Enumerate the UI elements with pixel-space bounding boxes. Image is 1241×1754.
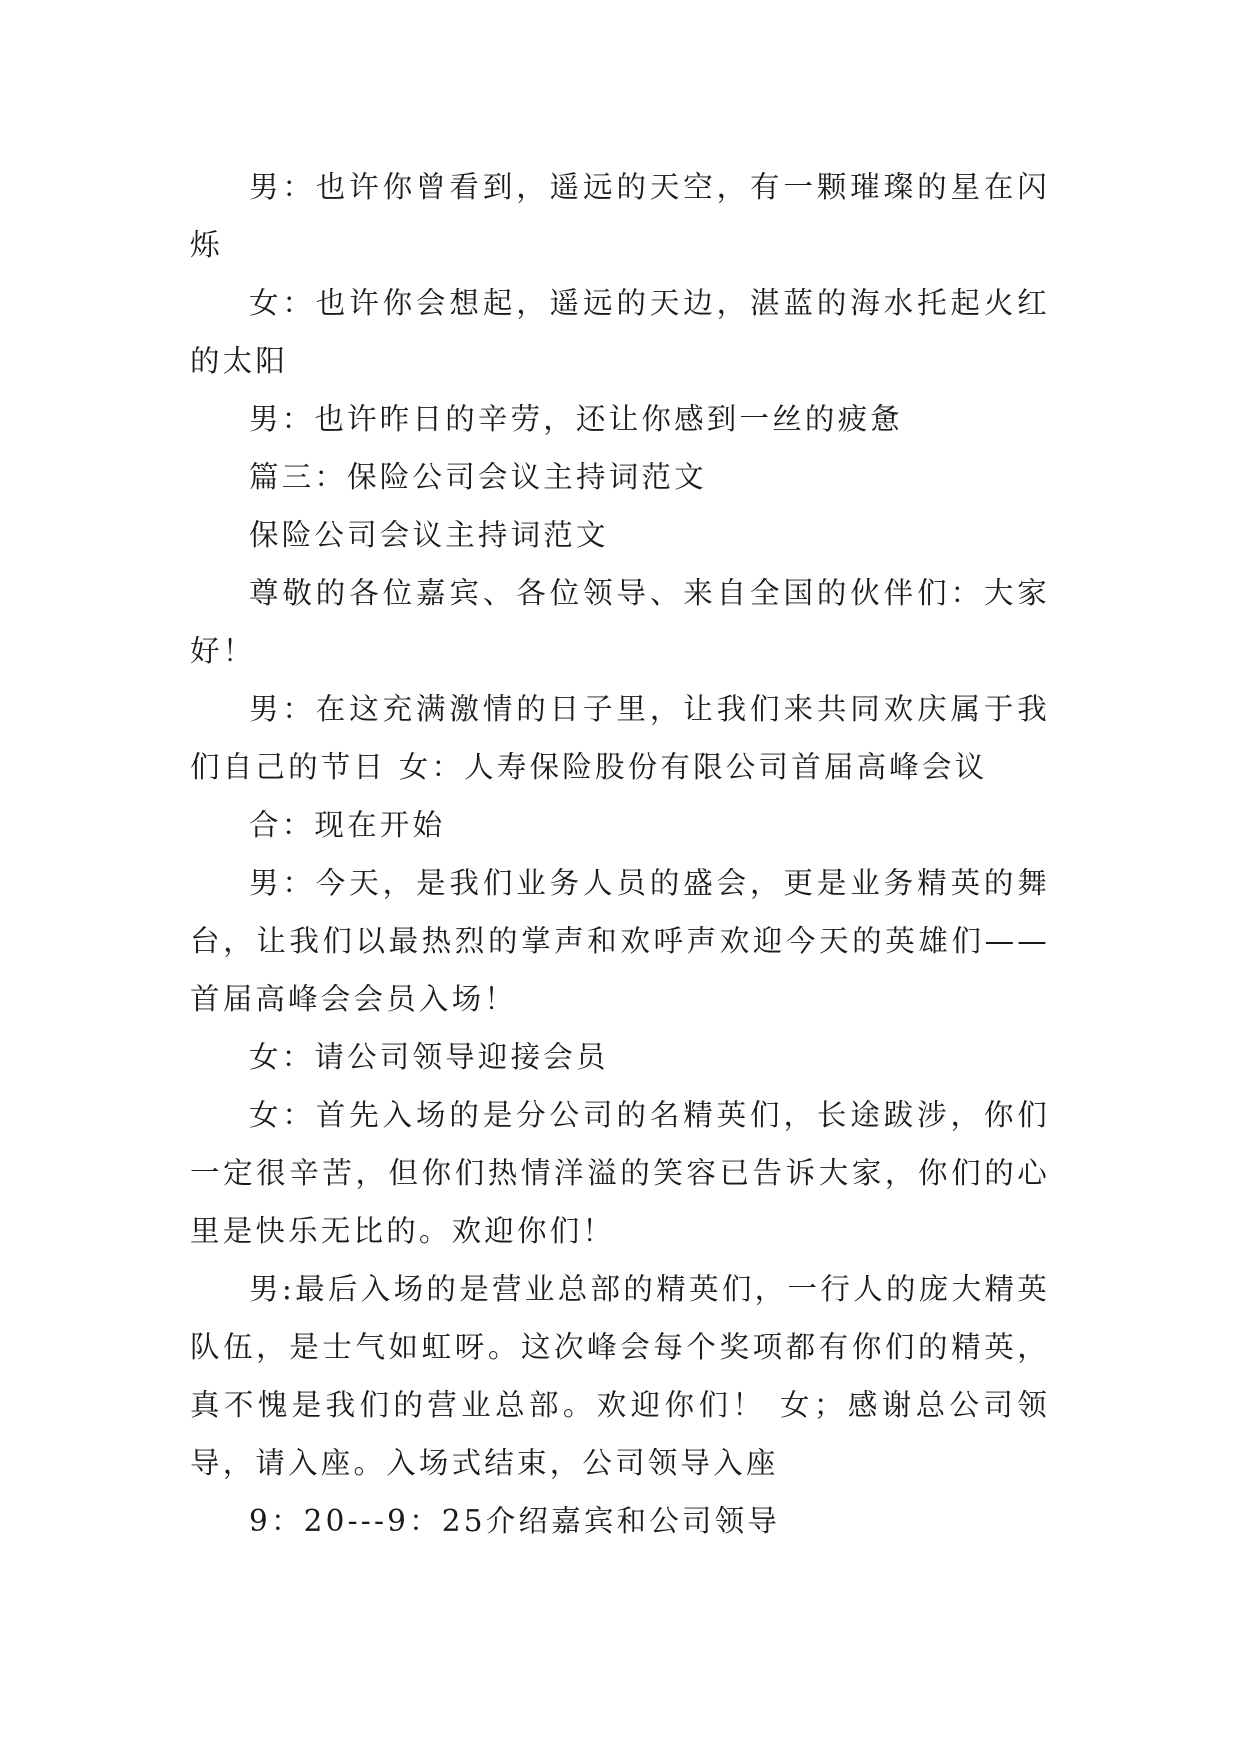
paragraph-8: 合：现在开始: [249, 808, 446, 842]
document-body: [190, 158, 1050, 1550]
paragraph-9: 男：今天，是我们业务人员的盛会，更是业务精英的舞台，让我们以最热烈的掌声和欢呼声欢迎今天的英雄们——首届高峰会会员入场！: [190, 866, 1050, 1016]
paragraph-7: 男：在这充满激情的日子里，让我们来共同欢庆属于我们自己的节日 女：人寿保险股份有限公司首届高峰会议: [190, 692, 1050, 784]
greeting-paragraph: 尊敬的各位嘉宾、各位领导、来自全国的伙伴们：大家好！: [190, 576, 1050, 668]
document-title: 保险公司会议主持词范文: [249, 518, 609, 552]
paragraph-1: 男：也许你曾看到，遥远的天空，有一颗璀璨的星在闪烁: [190, 170, 1050, 262]
paragraph-2: 女：也许你会想起，遥远的天边，湛蓝的海水托起火红的太阳: [190, 286, 1050, 378]
paragraph-3: 男：也许昨日的辛劳，还让你感到一丝的疲惫: [249, 402, 904, 436]
schedule-line: 9：20---9：25介绍嘉宾和公司领导: [249, 1504, 781, 1538]
section-heading: 篇三：保险公司会议主持词范文: [249, 460, 707, 494]
paragraph-11: 女：首先入场的是分公司的名精英们，长途跋涉，你们一定很辛苦，但你们热情洋溢的笑容已告诉大家，你们的心里是快乐无比的。欢迎你们！: [190, 1098, 1050, 1248]
paragraph-10: 女：请公司领导迎接会员: [249, 1040, 609, 1074]
paragraph-12: 男:最后入场的是营业总部的精英们，一行人的庞大精英队伍，是士气如虹呀。这次峰会每个奖项都有你们的精英，真不愧是我们的营业总部。欢迎你们！ 女；感谢总公司领导，请入座。入场式结束，公司领导入座: [190, 1272, 1050, 1480]
